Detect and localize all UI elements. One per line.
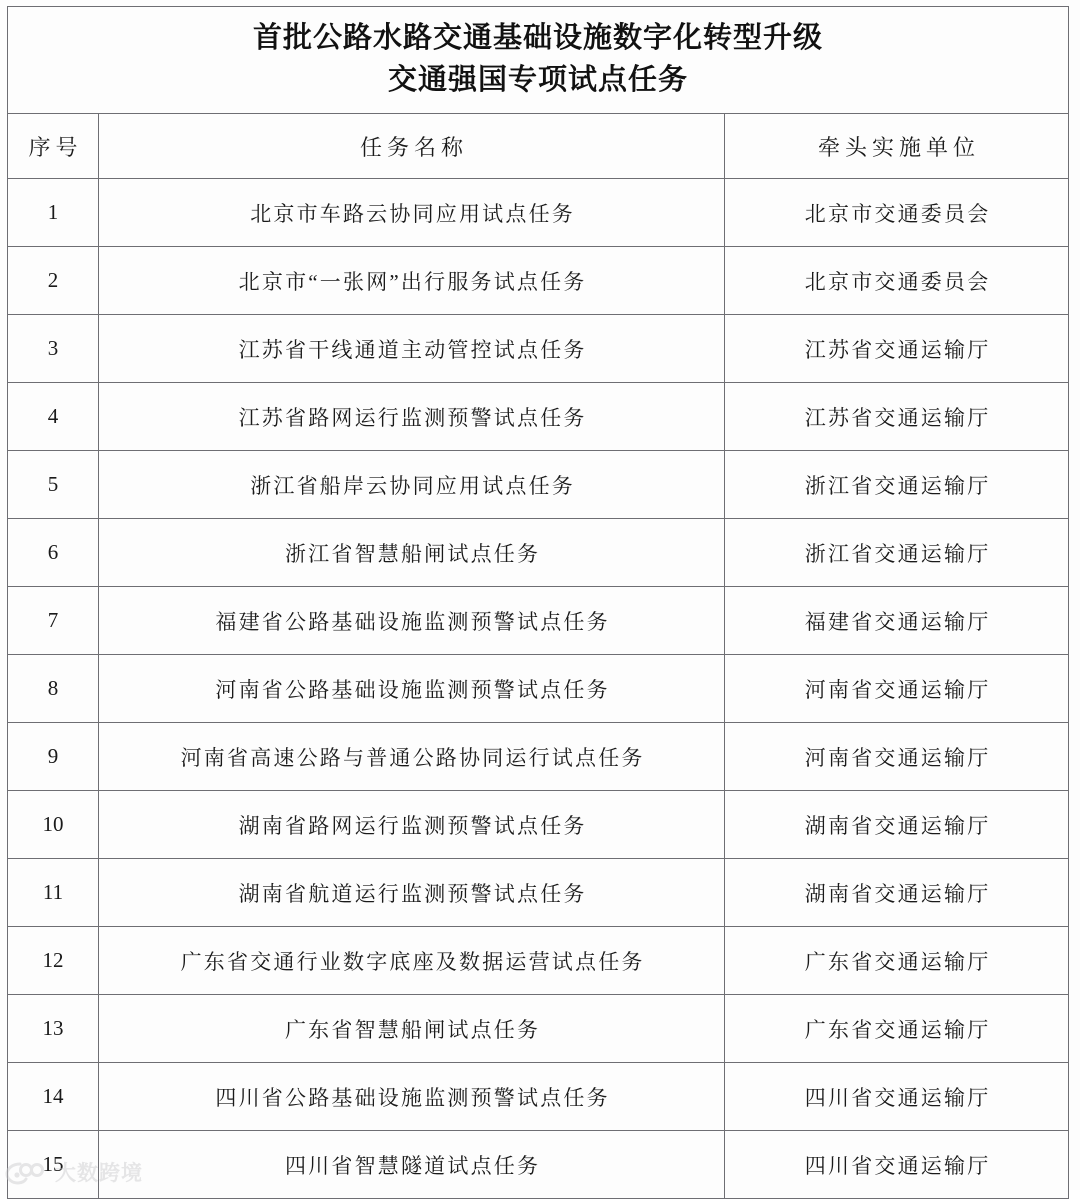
cell-task-name: 河南省高速公路与普通公路协同运行试点任务: [99, 723, 725, 791]
cell-task-name: 广东省交通行业数字底座及数据运营试点任务: [99, 927, 725, 995]
cell-task-name: 江苏省干线通道主动管控试点任务: [99, 315, 725, 383]
table-body: [8, 7, 1069, 1199]
watermark-text: 大数跨境: [55, 1161, 143, 1185]
cell-lead-unit: 四川省交通运输厅: [725, 1063, 1069, 1131]
table-title-row: [8, 7, 1069, 114]
cell-index: 12: [8, 927, 99, 995]
page-title-line-2: 交通强国专项试点任务: [388, 64, 689, 96]
cell-lead-unit: 福建省交通运输厅: [725, 587, 1069, 655]
task-table: [7, 6, 1069, 1199]
table-row: [8, 1131, 1069, 1199]
cell-task-name: 四川省公路基础设施监测预警试点任务: [99, 1063, 725, 1131]
cell-lead-unit: 河南省交通运输厅: [725, 655, 1069, 723]
cell-index: 8: [8, 655, 99, 723]
table-row: [8, 451, 1069, 519]
cell-index: 14: [8, 1063, 99, 1131]
page-title: [8, 7, 1069, 114]
cell-lead-unit: 浙江省交通运输厅: [725, 451, 1069, 519]
cell-task-name: 北京市车路云协同应用试点任务: [99, 179, 725, 247]
cell-lead-unit: 江苏省交通运输厅: [725, 383, 1069, 451]
table-header-row: [8, 114, 1069, 179]
table-row: [8, 723, 1069, 791]
table-row: [8, 859, 1069, 927]
cell-index: 2: [8, 247, 99, 315]
cell-task-name: 湖南省航道运行监测预警试点任务: [99, 859, 725, 927]
cell-task-name: 四川省智慧隧道试点任务: [99, 1131, 725, 1199]
cell-task-name: 广东省智慧船闸试点任务: [99, 995, 725, 1063]
cell-index: 5: [8, 451, 99, 519]
cell-task-name: 浙江省智慧船闸试点任务: [99, 519, 725, 587]
cell-lead-unit: 江苏省交通运输厅: [725, 315, 1069, 383]
cell-lead-unit: 河南省交通运输厅: [725, 723, 1069, 791]
page-title-line-1: 首批公路水路交通基础设施数字化转型升级: [253, 22, 824, 54]
cell-index: 7: [8, 587, 99, 655]
table-row: [8, 383, 1069, 451]
cell-lead-unit: 广东省交通运输厅: [725, 927, 1069, 995]
table-row: [8, 1063, 1069, 1131]
cell-task-name: 湖南省路网运行监测预警试点任务: [99, 791, 725, 859]
table-row: [8, 247, 1069, 315]
cell-lead-unit: 浙江省交通运输厅: [725, 519, 1069, 587]
cell-lead-unit: 北京市交通委员会: [725, 179, 1069, 247]
table-row: [8, 315, 1069, 383]
table-row: [8, 655, 1069, 723]
table-row: [8, 519, 1069, 587]
cell-task-name: 北京市“一张网”出行服务试点任务: [99, 247, 725, 315]
cell-index: 6: [8, 519, 99, 587]
cell-index: 1: [8, 179, 99, 247]
table-row: [8, 927, 1069, 995]
column-header-name: 任务名称: [99, 114, 725, 179]
cell-index: 13: [8, 995, 99, 1063]
cell-task-name: 江苏省路网运行监测预警试点任务: [99, 383, 725, 451]
cell-index: 10: [8, 791, 99, 859]
cell-lead-unit: 湖南省交通运输厅: [725, 791, 1069, 859]
table-row: [8, 995, 1069, 1063]
cell-task-name: 河南省公路基础设施监测预警试点任务: [99, 655, 725, 723]
cell-task-name: 浙江省船岸云协同应用试点任务: [99, 451, 725, 519]
cell-index: 11: [8, 859, 99, 927]
column-header-index: 序号: [8, 114, 99, 179]
table-row: [8, 179, 1069, 247]
cell-task-name: 福建省公路基础设施监测预警试点任务: [99, 587, 725, 655]
cell-index: 4: [8, 383, 99, 451]
column-header-unit: 牵头实施单位: [725, 114, 1069, 179]
table-row: [8, 791, 1069, 859]
cell-lead-unit: 湖南省交通运输厅: [725, 859, 1069, 927]
cell-index: 15: [8, 1131, 99, 1199]
cell-index: 3: [8, 315, 99, 383]
cell-lead-unit: 广东省交通运输厅: [725, 995, 1069, 1063]
cell-lead-unit: 四川省交通运输厅: [725, 1131, 1069, 1199]
cell-index: 9: [8, 723, 99, 791]
table-row: [8, 587, 1069, 655]
cell-lead-unit: 北京市交通委员会: [725, 247, 1069, 315]
